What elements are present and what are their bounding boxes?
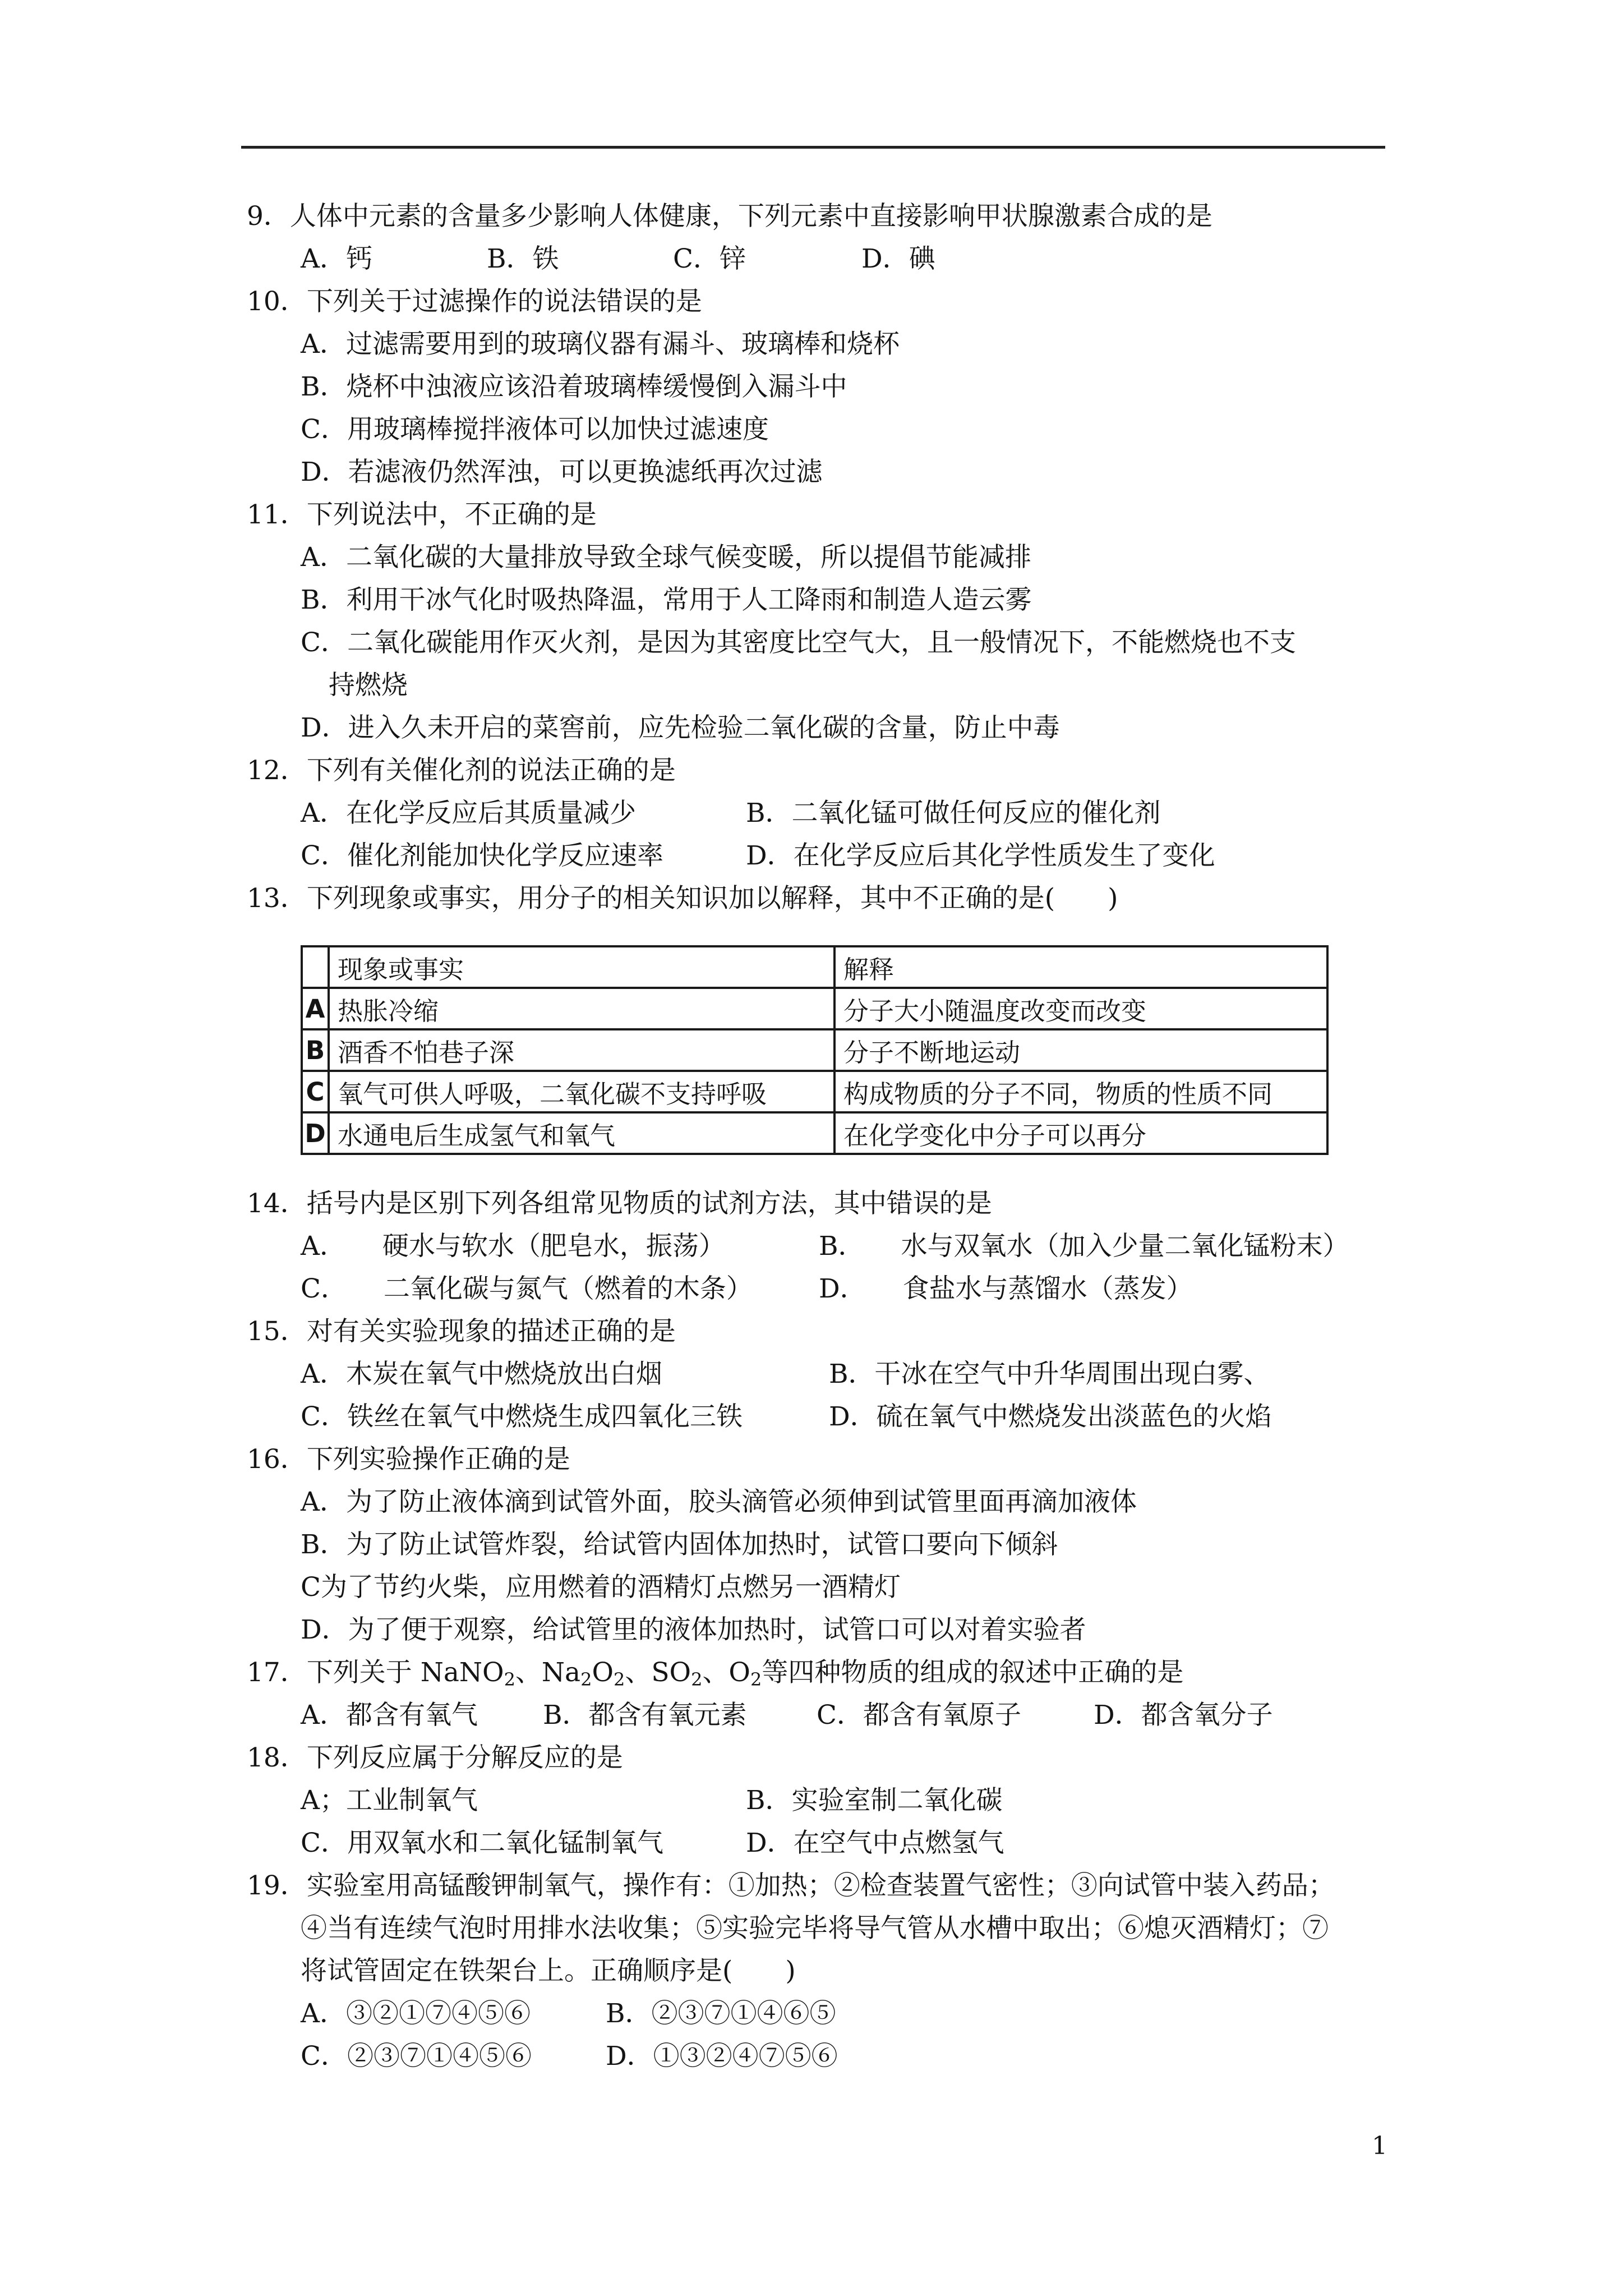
question-stem: 下列有关催化剂的说法正确的是	[306, 755, 676, 786]
option-d: D．硫在氧气中燃烧发出淡蓝色的火焰	[829, 1401, 1272, 1432]
question-13	[247, 877, 1430, 920]
option-b: B．烧杯中浊液应该沿着玻璃棒缓慢倒入漏斗中	[301, 371, 847, 402]
table-cell-explanation: 分子不断地运动	[834, 1029, 1327, 1071]
option-c: C．催化剂能加快化学反应速率	[301, 840, 663, 871]
question-number: 12．	[247, 755, 307, 786]
option-b: B．干冰在空气中升华周围出现白雾、	[829, 1359, 1270, 1389]
option-a: A；工业制氧气	[301, 1785, 478, 1816]
option-a: A．钙	[301, 243, 372, 274]
option-c: C．铁丝在氧气中燃烧生成四氧化三铁	[301, 1401, 743, 1432]
question-number: 14．	[247, 1188, 307, 1219]
question-11	[247, 494, 1430, 536]
question-14	[247, 1182, 1430, 1225]
table-cell-explanation: 分子大小随温度改变而改变	[834, 988, 1327, 1029]
question-number: 17．	[247, 1657, 307, 1688]
table-cell-explanation: 在化学变化中分子可以再分	[834, 1112, 1327, 1154]
option-d: D．若滤液仍然浑浊，可以更换滤纸再次过滤	[301, 457, 823, 487]
option-d: D．①③②④⑦⑤⑥	[606, 2041, 838, 2072]
question-15	[247, 1310, 1430, 1353]
question-stem: 下列反应属于分解反应的是	[306, 1742, 623, 1773]
option-d: D．进入久未开启的菜窖前，应先检验二氧化碳的含量，防止中毒	[301, 712, 1060, 743]
option-a: A．二氧化碳的大量排放导致全球气候变暖，所以提倡节能减排	[301, 542, 1031, 573]
option-a: A．过滤需要用到的玻璃仪器有漏斗、玻璃棒和烧杯	[301, 329, 900, 360]
question-stem: 下列说法中，不正确的是	[306, 499, 597, 530]
option-b: B．都含有氧元素	[543, 1700, 747, 1731]
option-letter: B．	[819, 1231, 865, 1262]
option-c	[301, 1268, 753, 1310]
table-cell-key: A	[302, 988, 329, 1029]
question-number: 18．	[247, 1742, 307, 1773]
question-number: 19．	[247, 1870, 307, 1901]
page-number: 1	[1372, 2132, 1387, 2160]
question-stem: 人体中元素的含量多少影响人体健康，下列元素中直接影响甲状腺激素合成的是	[289, 201, 1212, 232]
question-17	[247, 1651, 1430, 1694]
option-d: D．在空气中点燃氢气	[746, 1828, 1004, 1858]
option-letter: D．	[819, 1273, 866, 1304]
question-12	[247, 749, 1430, 792]
option-c: C．二氧化碳能用作灭火剂，是因为其密度比空气大，且一般情况下，不能燃烧也不支	[301, 627, 1296, 658]
explanation-table	[301, 945, 1329, 1155]
table-header-cell	[302, 946, 329, 988]
option-d	[819, 1268, 1193, 1310]
table-cell-phenomenon: 热胀冷缩	[329, 988, 834, 1029]
option-letter: A．	[301, 1231, 346, 1262]
option-c: C．用玻璃棒搅拌液体可以加快过滤速度	[301, 414, 769, 445]
question-stem-line-2: ④当有连续气泡时用排水法收集；⑤实验完毕将导气管从水槽中取出；⑥熄灭酒精灯；⑦	[301, 1913, 1329, 1944]
question-stem: 对有关实验现象的描述正确的是	[306, 1316, 676, 1347]
question-stem: 括号内是区别下列各组常见物质的试剂方法，其中错误的是	[306, 1188, 992, 1219]
option-a: A．③②①⑦④⑤⑥	[301, 1998, 531, 2029]
option-text: 二氧化碳与氮气（燃着的木条）	[383, 1273, 753, 1304]
table-row	[302, 1029, 1327, 1071]
question-9	[247, 195, 1430, 238]
option-a: A．木炭在氧气中燃烧放出白烟	[301, 1359, 662, 1389]
table-cell-key: C	[302, 1071, 329, 1112]
question-number: 10．	[247, 286, 307, 317]
question-number: 16．	[247, 1444, 307, 1475]
table-row	[302, 988, 1327, 1029]
question-number: 13．	[247, 883, 307, 914]
table-header-cell: 现象或事实	[329, 946, 834, 988]
table-cell-phenomenon: 酒香不怕巷子深	[329, 1029, 834, 1071]
option-text: 硬水与软水（肥皂水，振荡）	[382, 1231, 725, 1262]
table-cell-explanation: 构成物质的分子不同，物质的性质不同	[834, 1071, 1327, 1112]
table-header-cell: 解释	[834, 946, 1327, 988]
option-b: B．利用干冰气化时吸热降温，常用于人工降雨和制造人造云雾	[301, 585, 1032, 615]
header-rule	[241, 146, 1385, 149]
table-cell-phenomenon: 氧气可供人呼吸，二氧化碳不支持呼吸	[329, 1071, 834, 1112]
option-d: D．在化学反应后其化学性质发生了变化	[746, 840, 1215, 871]
option-a: A．为了防止液体滴到试管外面，胶头滴管必须伸到试管里面再滴加液体	[301, 1487, 1137, 1517]
question-stem: 下列现象或事实，用分子的相关知识加以解释，其中不正确的是( )	[306, 883, 1118, 914]
table-cell-key: B	[302, 1029, 329, 1071]
question-number: 9．	[247, 201, 290, 232]
question-stem: 实验室用高锰酸钾制氧气，操作有：①加热；②检查装置气密性；③向试管中装入药品；	[306, 1870, 1335, 1901]
option-c: C为了节约火柴，应用燃着的酒精灯点燃另一酒精灯	[301, 1572, 901, 1603]
option-d: D．为了便于观察，给试管里的液体加热时，试管口可以对着实验者	[301, 1614, 1086, 1645]
question-stem-line-3: 将试管固定在铁架台上。正确顺序是( )	[301, 1955, 796, 1986]
option-c: C．都含有氧原子	[817, 1700, 1021, 1731]
option-b: B．二氧化锰可做任何反应的催化剂	[746, 798, 1161, 829]
question-stem: 下列关于 NaNO$_2$、$Na_2O_2$、$SO_2$、$O_2$等四种物质的组成的叙述中正确的是	[306, 1657, 1184, 1690]
option-a	[301, 1225, 725, 1268]
option-c: C．用双氧水和二氧化锰制氧气	[301, 1828, 663, 1858]
option-letter: C．	[301, 1273, 347, 1304]
option-c: C．锌	[673, 243, 746, 274]
option-c: C．②③⑦①④⑤⑥	[301, 2041, 532, 2072]
table-header-row	[302, 946, 1327, 988]
option-b: B．实验室制二氧化碳	[746, 1785, 1003, 1816]
question-18	[247, 1737, 1430, 1779]
option-d: D．都含氧分子	[1094, 1700, 1273, 1731]
question-10	[247, 280, 1430, 323]
option-b: B．为了防止试管炸裂，给试管内固体加热时，试管口要向下倾斜	[301, 1529, 1058, 1560]
question-19	[247, 1865, 1430, 1907]
question-number: 11．	[247, 499, 307, 530]
question-stem: 下列实验操作正确的是	[306, 1444, 570, 1475]
option-a: A．在化学反应后其质量减少	[301, 798, 636, 829]
option-b: B．②③⑦①④⑥⑤	[606, 1998, 836, 2029]
question-stem: 下列关于过滤操作的说法错误的是	[306, 286, 702, 317]
table-row	[302, 1112, 1327, 1154]
option-text: 水与双氧水（加入少量二氧化锰粉末）	[901, 1231, 1349, 1262]
option-b: B．铁	[487, 243, 559, 274]
option-a: A．都含有氧气	[301, 1700, 478, 1731]
option-c-continuation: 持燃烧	[329, 670, 408, 701]
option-d: D．碘	[861, 243, 935, 274]
option-text: 食盐水与蒸馏水（蒸发）	[902, 1273, 1193, 1304]
table-row	[302, 1071, 1327, 1112]
table-cell-phenomenon: 水通电后生成氢气和氧气	[329, 1112, 834, 1154]
option-b	[819, 1225, 1349, 1268]
table-cell-key: D	[302, 1112, 329, 1154]
question-16	[247, 1438, 1430, 1481]
question-number: 15．	[247, 1316, 307, 1347]
